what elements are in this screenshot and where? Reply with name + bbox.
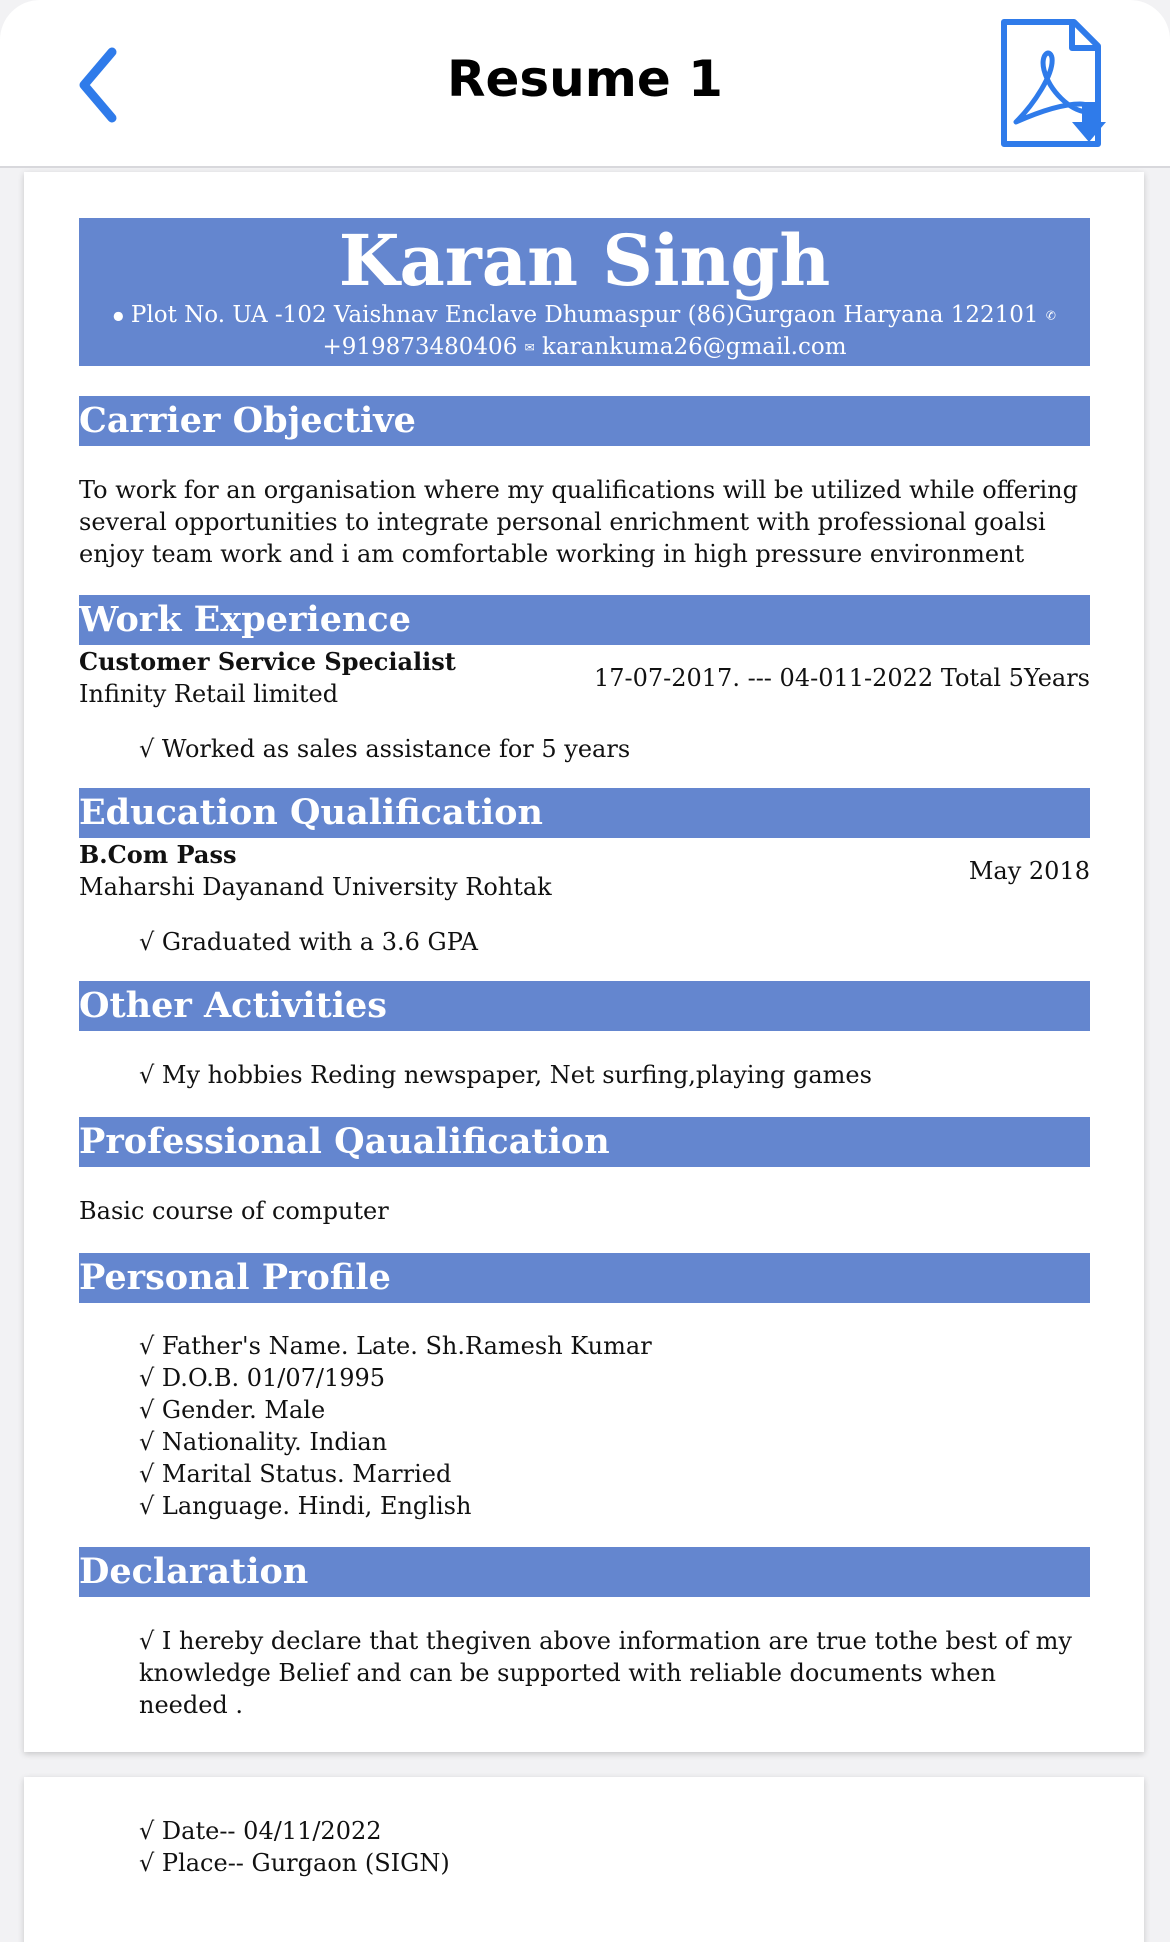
resume-header bbox=[79, 218, 1090, 366]
signature-place: √ Place-- Gurgaon (SIGN) bbox=[139, 1849, 450, 1877]
section-title-objective: Carrier Objective bbox=[79, 396, 1090, 446]
phone-number: +919873480406 bbox=[322, 333, 518, 360]
personal-item-dob: √ D.O.B. 01/07/1995 bbox=[139, 1364, 386, 1392]
resume-page-1 bbox=[24, 172, 1144, 1752]
section-title-declaration: Declaration bbox=[79, 1547, 1090, 1597]
location-pin-icon: ● bbox=[113, 308, 124, 323]
education-degree: B.Com Pass bbox=[79, 840, 237, 869]
resume-page-2 bbox=[24, 1777, 1144, 1942]
work-company: Infinity Retail limited bbox=[79, 680, 339, 708]
personal-item-gender: √ Gender. Male bbox=[139, 1396, 326, 1424]
section-title-work: Work Experience bbox=[79, 595, 1090, 645]
education-date: May 2018 bbox=[968, 857, 1090, 885]
contact-info bbox=[79, 300, 1090, 363]
work-role: Customer Service Specialist bbox=[79, 647, 456, 676]
personal-item-language: √ Language. Hindi, English bbox=[139, 1492, 472, 1520]
mail-icon: ✉ bbox=[524, 340, 535, 354]
address: Plot No. UA -102 Vaishnav Enclave Dhumaspur (86)Gurgaon Haryana 122101 bbox=[130, 302, 1039, 328]
nav-bar bbox=[0, 0, 1170, 168]
education-bullet: √ Graduated with a 3.6 GPA bbox=[139, 928, 478, 956]
personal-item-marital: √ Marital Status. Married bbox=[139, 1460, 452, 1488]
declaration-text: √ I hereby declare that thegiven above information are true tothe best of my knowledge Belief and can be supported with reliable documents when needed . bbox=[139, 1627, 1072, 1719]
phone-icon: ✆ bbox=[1045, 308, 1056, 323]
section-title-education: Education Qualification bbox=[79, 788, 1090, 838]
candidate-name: Karan Singh bbox=[338, 219, 831, 302]
section-title-personal: Personal Profile bbox=[79, 1253, 1090, 1303]
personal-item-father: √ Father's Name. Late. Sh.Ramesh Kumar bbox=[139, 1332, 652, 1360]
professional-text: Basic course of computer bbox=[79, 1197, 389, 1225]
section-title-activities: Other Activities bbox=[79, 981, 1090, 1031]
personal-item-nationality: √ Nationality. Indian bbox=[139, 1428, 388, 1456]
activities-bullet: √ My hobbies Reding newspaper, Net surfing,playing games bbox=[139, 1061, 872, 1089]
page-title: Resume 1 bbox=[447, 50, 723, 108]
education-university: Maharshi Dayanand University Rohtak bbox=[79, 873, 552, 901]
work-dates: 17-07-2017. --- 04-011-2022 Total 5Years bbox=[593, 664, 1090, 692]
pdf-download-button[interactable] bbox=[994, 14, 1118, 154]
objective-text: To work for an organisation where my qualifications will be utilized while offering several opportunities to integrate personal enrichment with professional goalsi enjoy team work and i am comfortable working in high pressure environment bbox=[79, 476, 1078, 568]
work-bullet: √ Worked as sales assistance for 5 years bbox=[139, 735, 631, 763]
signature-date: √ Date-- 04/11/2022 bbox=[139, 1817, 382, 1845]
pdf-download-icon bbox=[994, 14, 1118, 154]
section-title-professional: Professional Qaualification bbox=[79, 1117, 1090, 1167]
email: karankuma26@gmail.com bbox=[542, 333, 847, 360]
